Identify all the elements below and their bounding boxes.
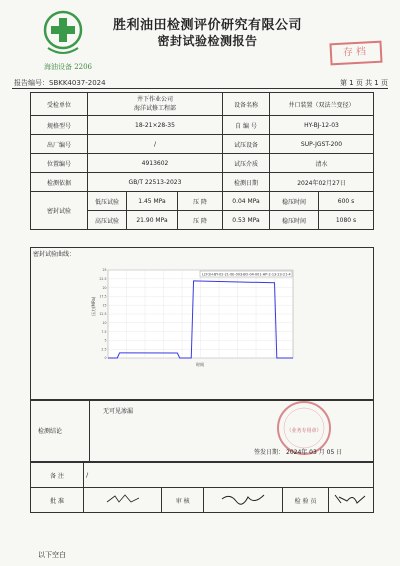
logo-caption: 海油设备 2206 [43, 63, 93, 71]
table-row [31, 173, 374, 192]
table-row [31, 463, 374, 488]
self-no-value: HY-BJ-12-03 [270, 116, 374, 135]
low-drop-value: 0.04 MPa [223, 192, 270, 211]
y-ticks [99, 268, 106, 360]
spec-label: 规格型号 [31, 116, 88, 135]
low-test-label: 低压试验 [88, 192, 127, 211]
chart-x-label: 时间 [196, 362, 204, 367]
footnote: 以下空白 [38, 551, 66, 559]
report-number: 报告编号：SBKK4037-2024 [14, 79, 106, 87]
seal-text: （业务专用章） [286, 428, 322, 434]
medium-value: 清水 [270, 154, 374, 173]
inspector-signature [329, 488, 374, 513]
device-name-label: 设备名称 [223, 93, 270, 116]
high-drop-value: 0.53 MPa [223, 211, 270, 230]
inspector-label: 检 验 员 [283, 488, 329, 513]
spec-value: 18-21×28-35 [88, 116, 223, 135]
seal-test-label: 密封试验 [31, 192, 88, 230]
self-no-label: 自 编 号 [223, 116, 270, 135]
chart-legend-text: LLY-2H-BY-02-21-0E-003-BO-04-001-HP-2-13-23-21-4 [202, 272, 291, 277]
conclusion-text: 无可见渗漏 [103, 408, 134, 415]
date-label: 检测日期 [223, 173, 270, 192]
table-row [31, 135, 374, 154]
client-value-line1: 井下作业公司 [136, 96, 173, 103]
high-test-value: 21.90 MPa [127, 211, 178, 230]
y-tick-label: 5 [104, 338, 107, 343]
position-no-value: 4913602 [88, 154, 223, 173]
issue-date-label: 签发日期： [254, 449, 285, 456]
y-tick-label: 25 [102, 268, 107, 273]
low-test-value: 1.45 MPa [127, 192, 178, 211]
approval-table [30, 462, 374, 513]
approve-signature [84, 488, 162, 513]
table-row [31, 93, 374, 116]
info-table [30, 92, 374, 230]
issue-date: 2024年 03 月 05 日 [286, 449, 343, 456]
header-divider [12, 88, 388, 89]
report-title: 密封试验检测报告 [157, 34, 258, 48]
basis-value: GB/T 22513-2023 [88, 173, 223, 192]
client-label: 受检单位 [31, 93, 88, 116]
conclusion-label: 检测结论 [38, 428, 63, 435]
high-hold-value: 1080 s [319, 211, 374, 230]
high-drop-label: 压 降 [178, 211, 223, 230]
table-row [31, 154, 374, 173]
test-device-value: SUP-JGST-200 [270, 135, 374, 154]
y-tick-label: 10 [102, 321, 107, 325]
pressure-chart [90, 268, 300, 368]
y-tick-label: 0 [104, 356, 107, 361]
table-row [31, 116, 374, 135]
basis-label: 检测依据 [31, 173, 88, 192]
y-tick-label: 12.5 [99, 312, 107, 317]
y-tick-label: 15 [102, 303, 107, 308]
review-label: 审 核 [162, 488, 204, 513]
table-row [31, 192, 374, 211]
review-signature [204, 488, 283, 513]
remarks-value: / [84, 463, 374, 488]
y-tick-label: 20 [102, 285, 107, 290]
y-tick-label: 7.5 [101, 329, 107, 334]
low-hold-value: 600 s [319, 192, 374, 211]
low-drop-label: 压 降 [178, 192, 223, 211]
y-tick-label: 17.5 [99, 294, 107, 299]
high-hold-label: 稳压时间 [270, 211, 319, 230]
medium-label: 试压介质 [223, 154, 270, 173]
reviewer-signature-icon [218, 491, 268, 507]
archive-stamp: 存档 [329, 41, 382, 66]
table-row [31, 488, 374, 513]
client-value [88, 93, 223, 116]
test-device-label: 试压设备 [223, 135, 270, 154]
chart-section-label: 密封试验曲线： [33, 251, 76, 258]
chart-y-label: 压力(MPa) [91, 296, 96, 316]
approver-signature-icon [103, 492, 143, 506]
factory-no-value: / [88, 135, 223, 154]
high-test-label: 高压试验 [88, 211, 127, 230]
low-hold-label: 稳压时间 [270, 192, 319, 211]
client-value-line2: 海洋试修工程部 [133, 105, 176, 112]
company-title: 胜利油田检测评价研究有限公司 [112, 18, 302, 33]
position-no-label: 位置编号 [31, 154, 88, 173]
y-tick-label: 22.5 [99, 277, 107, 281]
inspector-signature-icon [331, 491, 371, 507]
factory-no-label: 出厂编号 [31, 135, 88, 154]
y-tick-label: 2.5 [101, 347, 107, 352]
page-info: 第 1 页 共 1 页 [339, 79, 388, 87]
remarks-label: 备 注 [31, 463, 84, 488]
company-logo-icon [42, 8, 84, 58]
approve-label: 批 准 [31, 488, 84, 513]
date-value: 2024年02月27日 [270, 173, 374, 192]
device-name-value: 井口装置（双法兰变径） [270, 93, 374, 116]
